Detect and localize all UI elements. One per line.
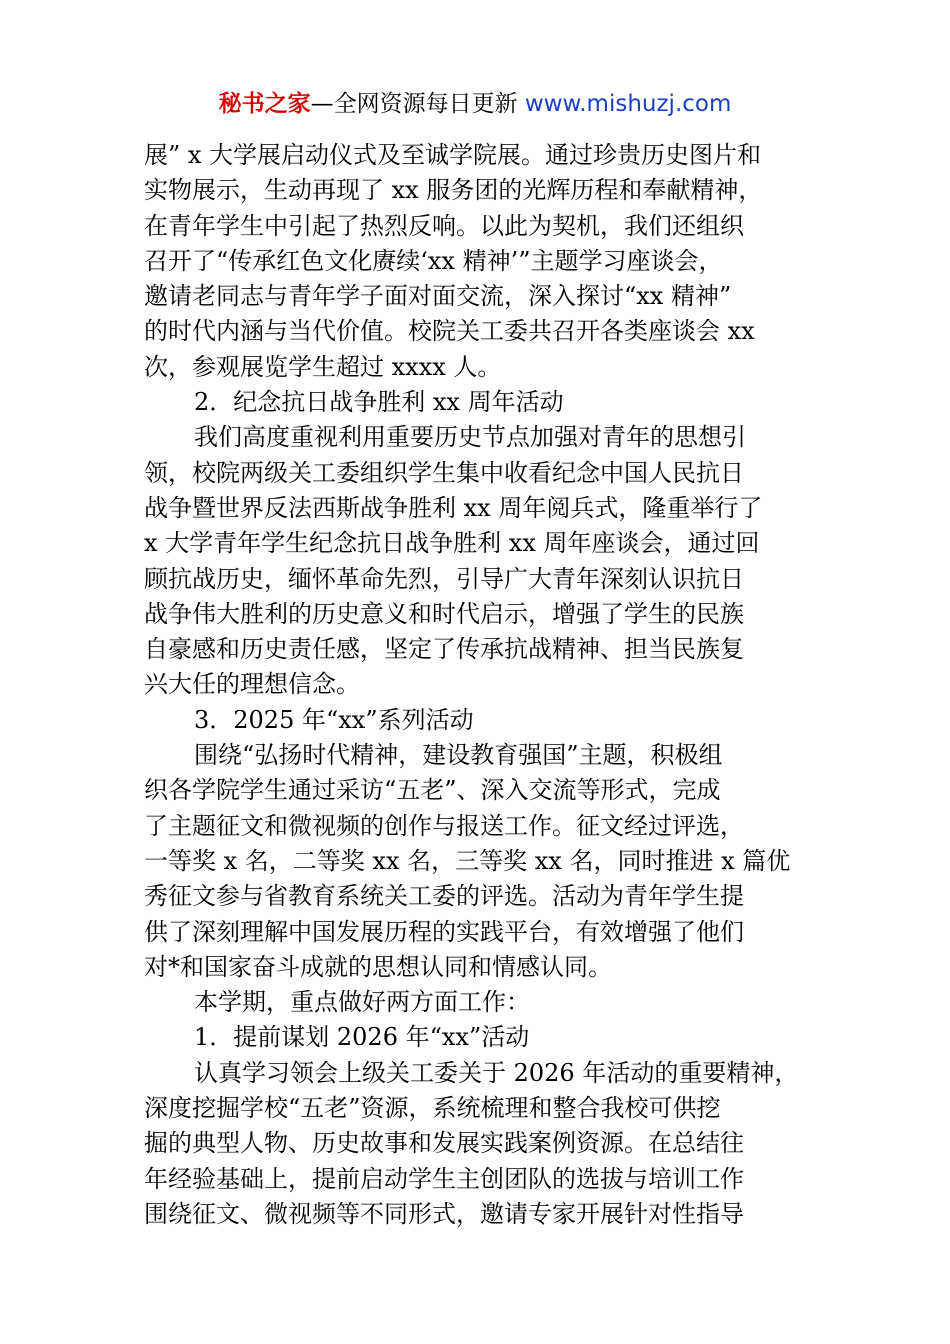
- text-line: 围绕征文、微视频等不同形式，邀请专家开展针对性指导: [144, 1199, 744, 1228]
- text-line: 供了深刻理解中国发展历程的实践平台，有效增强了他们: [144, 917, 744, 946]
- text-line: 实物展示，生动再现了 xx 服务团的光辉历程和奉献精神，: [144, 176, 763, 205]
- text-line: 深度挖掘学校“五老”资源，系统梳理和整合我校可供挖: [144, 1094, 721, 1123]
- text-line: 顾抗战历史，缅怀革命先烈，引导广大青年深刻认识抗日: [144, 564, 744, 593]
- text-line: 我们高度重视利用重要历史节点加强对青年的思想引: [194, 423, 746, 452]
- text-line: 认真学习领会上级关工委关于 2026 年活动的重要精神，: [194, 1058, 799, 1087]
- text-line: 对*和国家奋斗成就的思想认同和情感认同。: [144, 952, 612, 981]
- text-line: 一等奖 x 名，二等奖 xx 名，三等奖 xx 名，同时推进 x 篇优: [144, 846, 791, 875]
- site-header: [0, 88, 950, 120]
- text-line: 年经验基础上，提前启动学生主创团队的选拔与培训工作: [144, 1164, 744, 1193]
- text-line: x 大学青年学生纪念抗日战争胜利 xx 周年座谈会，通过回: [144, 529, 760, 558]
- site-slogan: —全网资源每日更新: [310, 91, 518, 117]
- text-line: 自豪感和历史责任感，坚定了传承抗战精神、担当民族复: [144, 635, 744, 664]
- site-brand: 秘书之家: [218, 91, 311, 117]
- text-line: 了主题征文和微视频的创作与报送工作。征文经过评选，: [144, 811, 744, 840]
- text-line: 本学期，重点做好两方面工作：: [194, 988, 530, 1017]
- text-line: 的时代内涵与当代价值。校院关工委共召开各类座谈会 xx: [144, 317, 755, 346]
- text-line: 秀征文参与省教育系统关工委的评选。活动为青年学生提: [144, 882, 744, 911]
- text-line: 战争暨世界反法西斯战争胜利 xx 周年阅兵式，隆重举行了: [144, 493, 763, 522]
- text-line: 兴大任的理想信念。: [144, 670, 360, 699]
- text-line: 围绕“弘扬时代精神，建设教育强国”主题，积极组: [194, 741, 723, 770]
- document-body: [144, 138, 834, 1232]
- text-line: 展” x 大学展启动仪式及至诚学院展。通过珍贵历史图片和: [144, 141, 762, 169]
- text-line: 1．提前谋划 2026 年“xx”活动: [194, 1023, 530, 1052]
- text-line: 在青年学生中引起了热烈反响。以此为契机，我们还组织: [144, 211, 744, 240]
- text-line: 3．2025 年“xx”系列活动: [194, 705, 474, 734]
- text-line: 2．纪念抗日战争胜利 xx 周年活动: [194, 388, 564, 417]
- text-line: 织各学院学生通过采访“五老”、深入交流等形式，完成: [144, 776, 721, 805]
- text-line: 掘的典型人物、历史故事和发展实践案例资源。在总结往: [144, 1129, 744, 1158]
- text-line: 领，校院两级关工委组织学生集中收看纪念中国人民抗日: [144, 458, 744, 487]
- text-line: 次，参观展览学生超过 xxxx 人。: [144, 352, 502, 381]
- site-url-link[interactable]: www.mishuzj.com: [524, 91, 732, 117]
- text-line: 召开了“传承红色文化赓续‘xx 精神’”主题学习座谈会，: [144, 246, 723, 275]
- text-line: 战争伟大胜利的历史意义和时代启示，增强了学生的民族: [144, 599, 744, 628]
- text-line: 邀请老同志与青年学子面对面交流，深入探讨“xx 精神”: [144, 282, 732, 311]
